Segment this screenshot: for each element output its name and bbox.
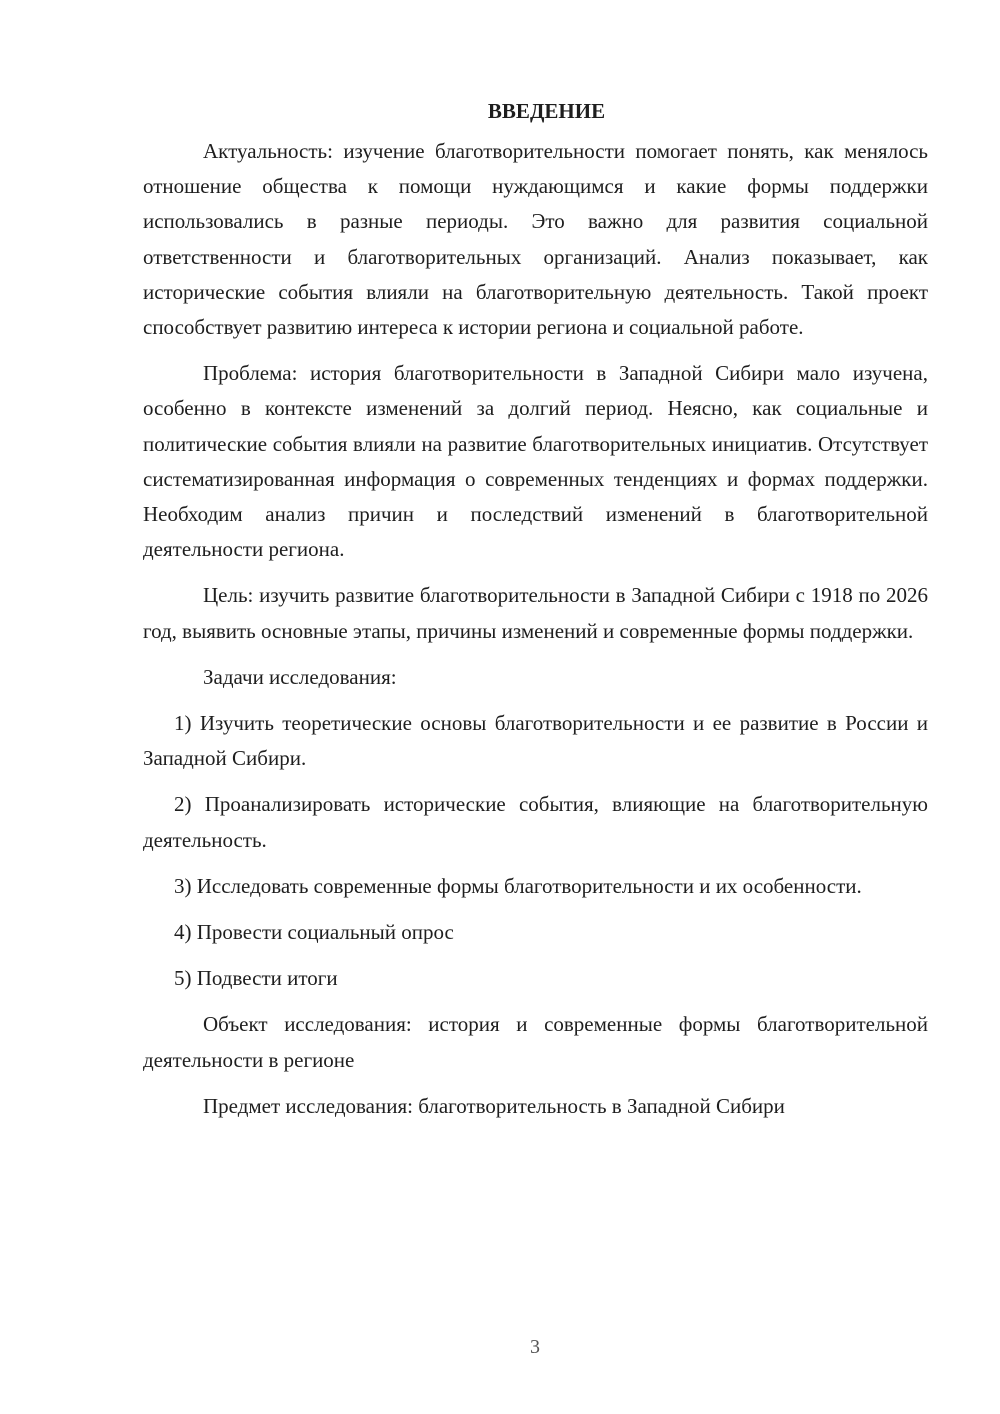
paragraph-research-subject: Предмет исследования: благотворительность в Западной Сибири	[203, 1093, 785, 1118]
page-number: 3	[530, 1336, 540, 1358]
paragraph-research-object: Объект исследования: история и современные формы благотворительной деятельности в регионе	[143, 1012, 928, 1072]
section-heading: ВВЕДЕНИЕ	[487, 99, 606, 123]
task-item-5: 5) Подвести итоги	[174, 966, 338, 991]
paragraph-tasks-intro: Задачи исследования:	[203, 664, 397, 689]
task-item-4: 4) Провести социальный опрос	[174, 920, 454, 945]
task-item-2: 2) Проанализировать исторические события, влияющие на благотворительную деятельность.	[143, 792, 928, 852]
page-content	[143, 94, 928, 1124]
task-item-3: 3) Исследовать современные формы благотворительности и их особенности.	[174, 873, 862, 898]
paragraph-problem: Проблема: история благотворительности в Западной Сибири мало изучена, особенно в контексте изменений за долгий период. Неясно, как социальные и политические события влияли на развитие благотворительных инициатив. Отсутствует систематизированная информация о современных тенденциях и формах поддержки. Необходим анализ причин и последствий изменений в благотворительной деятельности региона.	[143, 361, 928, 562]
paragraph-goal: Цель: изучить развитие благотворительности в Западной Сибири с 1918 по 2026 год, выявить основные этапы, причины изменений и современные формы поддержки.	[143, 583, 928, 643]
paragraph-relevance: Актуальность: изучение благотворительности помогает понять, как менялось отношение общества к помощи нуждающимся и какие формы поддержки использовались в разные периоды. Это важно для развития социальной ответственности и благотворительных организаций. Анализ показывает, как исторические события влияли на благотворительную деятельность. Такой проект способствует развитию интереса к истории региона и социальной работе.	[143, 139, 928, 340]
task-item-1: 1) Изучить теоретические основы благотворительности и ее развитие в России и Западной Сибири.	[143, 711, 928, 771]
